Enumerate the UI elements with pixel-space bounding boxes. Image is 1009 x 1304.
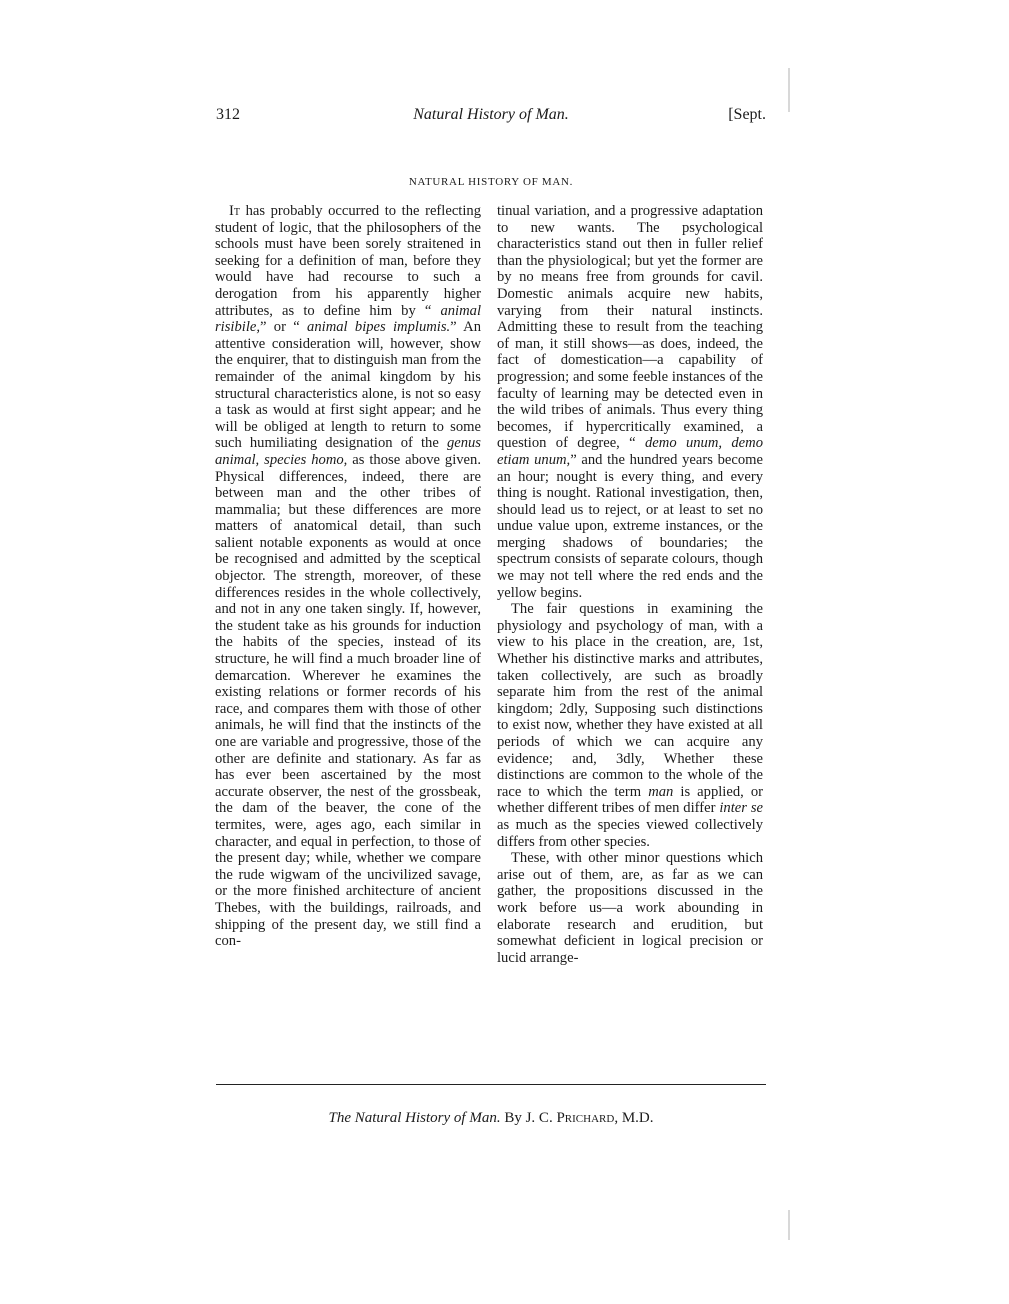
footnote: The Natural History of Man. By J. C. Prichard, M.D. bbox=[328, 1110, 654, 1126]
right-column bbox=[497, 203, 763, 966]
running-header bbox=[216, 106, 766, 130]
margin-mark bbox=[788, 68, 790, 112]
paragraph: These, with other minor questions which arise out of them, are, as far as we can gather, the propositions discussed in the work before us—a work abounding in elaborate research and erudition, but somewhat deficient in logical precision or lucid arrange- bbox=[497, 850, 763, 966]
opening-word: It bbox=[229, 203, 240, 219]
paragraph: It has probably occurred to the reflecting student of logic, that the philosophers of the schools must have been sorely straitened in seeking for a definition of man, before they would have had recourse to such a derogation from his apparently higher attributes, as to define him by “ animal risibile,” or “ animal bipes implumis.” An attentive consideration will, however, show the enquirer, that to distinguish man from the remainder of the animal kingdom by his structural characteristics alone, is not so easy a task as would at first sight appear; and he will be obliged at length to return to some such humiliating designation of the genus animal, species homo, as those above given. Physical differences, indeed, there are between man and the other tribes of mammalia; but these differences are more matters of anatomical detail, than such salient notable exponents as would at once be recognised and admitted by the sceptical objector. The strength, moreover, of these differences resides in the whole collectively, and not in any one taken singly. If, however, the student take as his grounds for induction the habits of the species, instead of its structure, he will find a much broader line of demarcation. Wherever he examines the existing relations or former records of his race, and compares them with those of other animals, he will find that the instincts of the one are variable and progressive, those of the other are definite and stationary. As far as has ever been ascertained by the most accurate observer, the nest of the grossbeak, the dam of the beaver, the cone of the termites, were, ages ago, each similar in character, and equal in perfection, to those of the present day; while, whether we compare the rude wigwam of the uncivilized savage, or the more finished architecture of ancient Thebes, with the buildings, railroads, and shipping of the present day, we still find a con- bbox=[215, 203, 481, 950]
issue-month: [Sept. bbox=[728, 106, 766, 123]
margin-mark bbox=[788, 1210, 790, 1240]
left-column bbox=[215, 203, 481, 950]
article-title: NATURAL HISTORY OF MAN. bbox=[408, 176, 574, 188]
paragraph-continued: tinual variation, and a progressive adaptation to new wants. The psychological characteristics stand out then in fuller relief than the physiological; but yet the former are by no means free from grounds for cavil. Domestic animals acquire new habits, varying from their natural instincts. Admitting these to result from the teaching of man, it still shows—as does, indeed, the fact of domestication—a capability of progression; and some feeble instances of the faculty of learning may be detected even in the wild tribes of animals. Thus every thing becomes, if hypercritically examined, a question of degree, “ demo unum, demo etiam unum,” and the hundred years become an hour; nought is every thing, and every thing is nought. Rational investigation, then, should lead us to reject, or at least to set no undue value upon, extreme instances, or the merging shadows of boundaries; the spectrum consists of separate colours, though we may not tell where the red ends and the yellow begins. bbox=[497, 203, 763, 601]
running-title: Natural History of Man. bbox=[413, 106, 569, 123]
paragraph: The fair questions in examining the physiology and psychology of man, with a view to his place in the creation, are, 1st, Whether his distinctive marks and attributes, taken collectively, are such as broadly separate him from the rest of the animal kingdom; 2dly, Supposing such distinctions to exist now, whether they have existed at all periods of which we can acquire any evidence; and, 3dly, Whether these distinctions are common to the whole of the race to which the term man is applied, or whether different tribes of men differ inter se as much as the species viewed collectively differs from other species. bbox=[497, 601, 763, 850]
page-number: 312 bbox=[216, 106, 240, 123]
footnote-rule bbox=[216, 1084, 766, 1085]
